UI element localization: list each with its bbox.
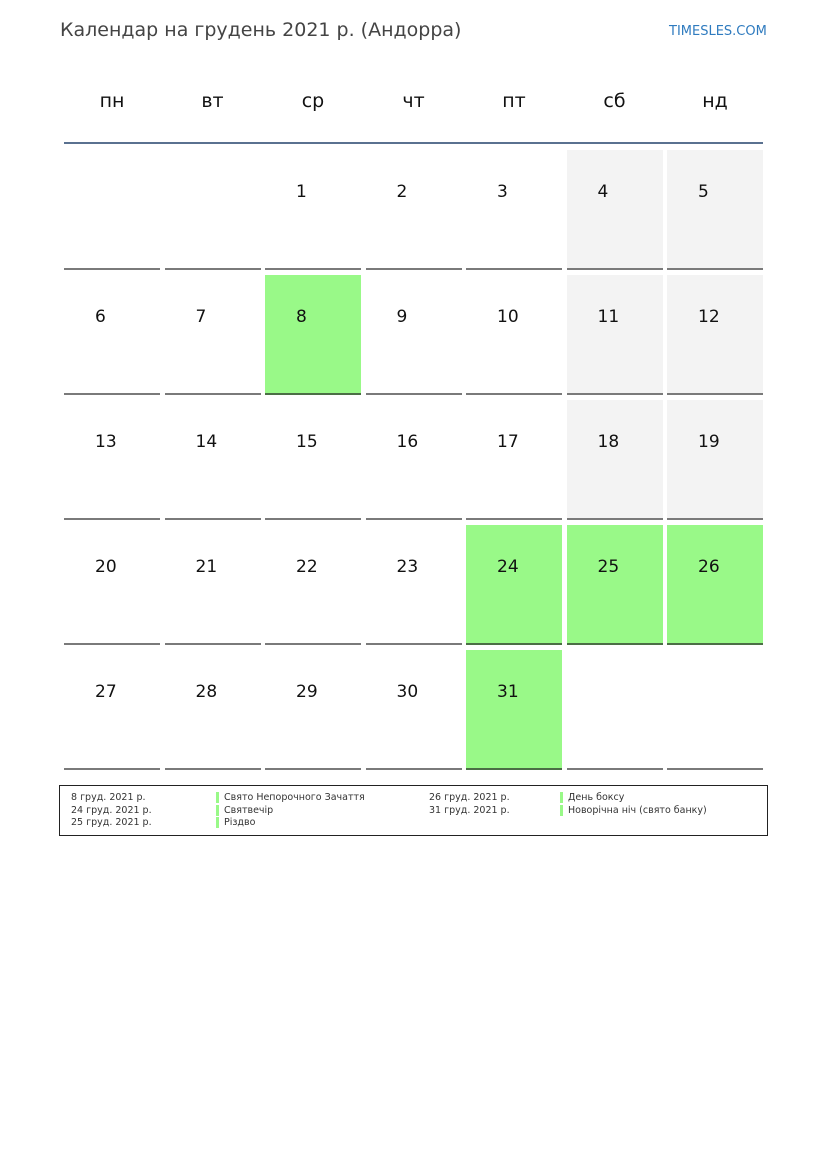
weekday-label: пт xyxy=(502,90,526,112)
day-number: 15 xyxy=(296,432,318,452)
legend-holiday-name: Святвечір xyxy=(224,804,274,816)
day-cell-empty xyxy=(567,650,663,770)
day-number: 2 xyxy=(396,182,408,202)
weekday-label: сб xyxy=(603,90,626,112)
header-divider xyxy=(64,142,763,144)
day-cell-empty xyxy=(667,650,763,770)
legend-color-marker xyxy=(216,817,219,828)
day-cell[interactable] xyxy=(64,275,160,395)
weekday-label: вт xyxy=(201,90,224,112)
day-cell[interactable] xyxy=(265,275,361,395)
day-number: 13 xyxy=(95,432,117,452)
day-number: 19 xyxy=(698,432,720,452)
weekday-label: нд xyxy=(702,90,728,112)
day-number: 11 xyxy=(597,307,620,327)
day-number: 18 xyxy=(597,432,620,452)
day-number: 17 xyxy=(497,432,519,452)
weekday-label: пн xyxy=(99,90,125,112)
day-number: 3 xyxy=(497,182,508,202)
day-cell[interactable] xyxy=(667,275,763,395)
day-cell[interactable] xyxy=(567,525,663,645)
day-cell-empty xyxy=(64,150,160,270)
day-number: 7 xyxy=(195,307,207,327)
legend-holiday-name: Свято Непорочного Зачаття xyxy=(224,792,365,803)
day-cell[interactable] xyxy=(165,400,261,520)
day-cell[interactable] xyxy=(466,275,562,395)
day-cell[interactable] xyxy=(667,525,763,645)
day-cell[interactable] xyxy=(165,275,261,395)
legend-color-marker xyxy=(560,805,563,816)
day-number: 27 xyxy=(95,682,117,702)
legend-date: 26 груд. 2021 р. xyxy=(429,792,510,803)
day-cell[interactable] xyxy=(165,650,261,770)
day-number: 4 xyxy=(597,182,609,202)
day-cell[interactable] xyxy=(64,400,160,520)
legend-color-marker xyxy=(216,805,219,816)
legend-holiday-name: Новорічна ніч (свято банку) xyxy=(568,804,707,816)
holiday-legend xyxy=(59,785,768,836)
day-cell[interactable] xyxy=(366,150,462,270)
day-cell[interactable] xyxy=(667,150,763,270)
day-cell[interactable] xyxy=(567,275,663,395)
day-number: 26 xyxy=(698,557,720,577)
day-number: 28 xyxy=(195,682,218,702)
day-number: 9 xyxy=(396,307,408,327)
day-cell[interactable] xyxy=(567,400,663,520)
day-cell[interactable] xyxy=(667,400,763,520)
brand-link[interactable]: TIMESLES.COM xyxy=(669,24,767,39)
weekday-label: чт xyxy=(402,90,425,112)
day-number: 24 xyxy=(497,557,519,577)
day-number: 29 xyxy=(296,682,318,702)
day-number: 10 xyxy=(497,307,519,327)
day-number: 14 xyxy=(195,432,218,452)
day-number: 8 xyxy=(296,307,307,327)
day-number: 1 xyxy=(296,182,307,202)
weekday-label: ср xyxy=(301,90,325,112)
day-cell[interactable] xyxy=(366,650,462,770)
day-cell[interactable] xyxy=(265,400,361,520)
legend-date: 8 груд. 2021 р. xyxy=(71,792,146,803)
day-cell-empty xyxy=(165,150,261,270)
day-number: 5 xyxy=(698,182,709,202)
legend-date: 31 груд. 2021 р. xyxy=(429,804,510,816)
day-cell[interactable] xyxy=(265,525,361,645)
day-cell[interactable] xyxy=(265,650,361,770)
day-number: 21 xyxy=(195,557,218,577)
day-number: 22 xyxy=(296,557,318,577)
day-number: 30 xyxy=(396,682,419,702)
day-number: 31 xyxy=(497,682,519,702)
day-cell[interactable] xyxy=(64,650,160,770)
day-cell[interactable] xyxy=(466,150,562,270)
day-cell[interactable] xyxy=(567,150,663,270)
day-cell[interactable] xyxy=(366,400,462,520)
legend-holiday-name: Різдво xyxy=(224,817,256,828)
day-number: 12 xyxy=(698,307,720,327)
legend-date: 25 груд. 2021 р. xyxy=(71,817,152,828)
day-cell[interactable] xyxy=(366,275,462,395)
day-number: 16 xyxy=(396,432,419,452)
legend-date: 24 груд. 2021 р. xyxy=(71,804,152,816)
page-title: Календар на грудень 2021 р. (Андорра) xyxy=(60,19,462,41)
day-cell[interactable] xyxy=(466,650,562,770)
day-cell[interactable] xyxy=(466,400,562,520)
day-cell[interactable] xyxy=(265,150,361,270)
legend-color-marker xyxy=(560,792,563,803)
legend-color-marker xyxy=(216,792,219,803)
day-number: 25 xyxy=(597,557,620,577)
legend-holiday-name: День боксу xyxy=(568,792,625,803)
day-number: 20 xyxy=(95,557,117,577)
day-cell[interactable] xyxy=(366,525,462,645)
day-cell[interactable] xyxy=(64,525,160,645)
weekday-header xyxy=(64,90,763,120)
day-number: 23 xyxy=(396,557,419,577)
day-number: 6 xyxy=(95,307,106,327)
day-cell[interactable] xyxy=(165,525,261,645)
day-cell[interactable] xyxy=(466,525,562,645)
